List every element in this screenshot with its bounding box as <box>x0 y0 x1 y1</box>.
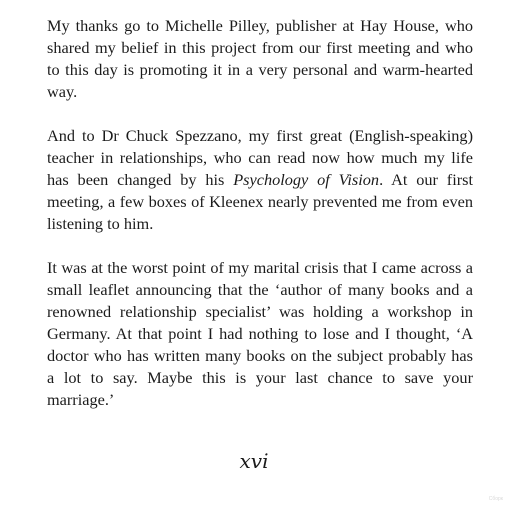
corner-watermark: Сборк <box>488 496 503 502</box>
acknowledgement-paragraph-2 <box>47 125 473 235</box>
acknowledgement-paragraph-3: It was at the worst point of my marital crisis that I came across a small leaflet announcing that the ‘author of many books and a renowned relationship specialist’ was holding a workshop in Germany. At that point I had nothing to lose and I thought, ‘A doctor who has written many books on the subject probably has a lot to say. Maybe this is your last chance to save your marriage.’ <box>47 258 473 409</box>
paragraph-2-text-start: And to Dr Chuck Spezzano, my first great (English-speaking) teacher in relationships, who can read now how much my life has been changed by his <box>47 126 473 189</box>
paragraph-2-text-end: . At our first meeting, a few boxes of Kleenex nearly prevented me from even listening to him. <box>47 170 474 233</box>
acknowledgement-paragraph-1: My thanks go to Michelle Pilley, publisher at Hay House, who shared my belief in this project from our first meeting and who to this day is promoting it in a very personal and warm-hearted way. <box>47 16 473 101</box>
book-title-psychology-of-vision: Psychology of Vision <box>233 170 380 189</box>
page-number: xvi <box>239 449 269 473</box>
